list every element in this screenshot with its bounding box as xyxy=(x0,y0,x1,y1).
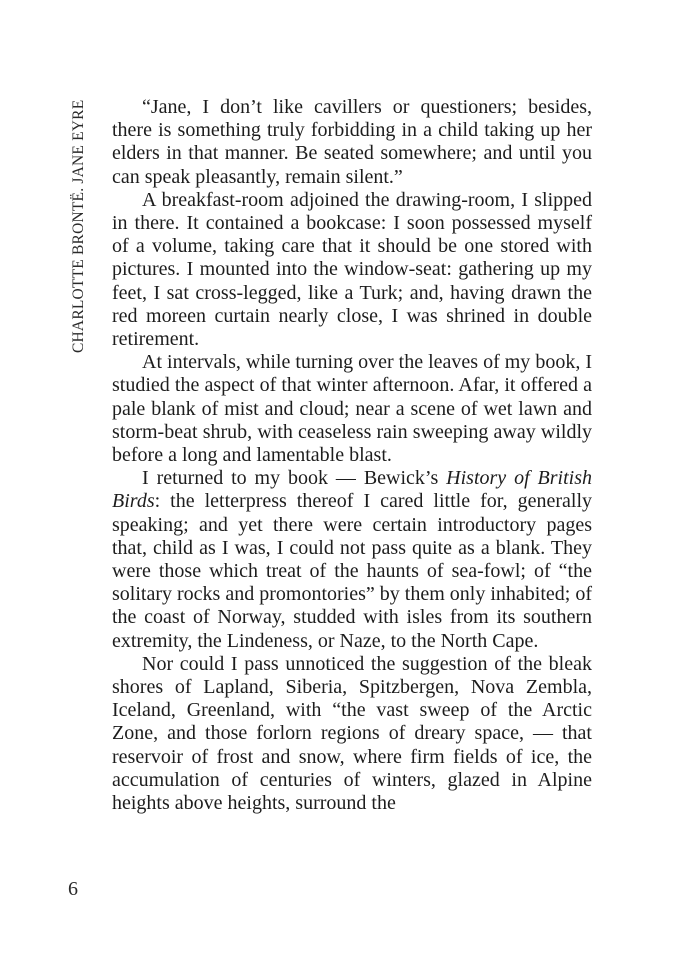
paragraph-5: Nor could I pass unnoticed the suggestion of the bleak shores of Lapland, Siberia, Spitzbergen, Nova Zembla, Iceland, Greenland, with “the vast sweep of the Arctic Zone, and those forlorn regions of dreary space, — that reservoir of frost and snow, where firm fields of ice, the accumulation of centuries of winters, glazed in Alpine heights above heights, surround the xyxy=(112,652,592,815)
running-head-text: CHARLOTTE BRONTË. JANE EYRE xyxy=(70,100,87,354)
paragraph-4 xyxy=(112,467,592,653)
paragraph-1: “Jane, I don’t like cavillers or questioners; besides, there is something truly forbidding in a child taking up her elders in that manner. Be seated somewhere; and until you can speak pleasantly, remain silent.” xyxy=(112,96,592,188)
paragraph-4-rest: : the letterpress thereof I cared little for, generally speaking; and yet there were certain introductory pages that, child as I was, I could not pass quite as a blank. They were those which treat of the haunts of sea-fowl; of “the solitary rocks and promontories” by them only inhabited; of the coast of Norway, studded with isles from its southern extremity, the Lindeness, or Naze, to the North Cape. xyxy=(112,490,592,652)
paragraph-4-lead: I returned to my book — Bewick’s xyxy=(142,467,447,490)
running-head xyxy=(68,100,90,380)
paragraph-3: At intervals, while turning over the leaves of my book, I studied the aspect of that winter afternoon. Afar, it offered a pale blank of mist and cloud; near a scene of wet lawn and storm-beat shrub, with ceaseless rain sweeping away wildly before a long and lamentable blast. xyxy=(112,351,592,467)
page-number: 6 xyxy=(68,878,78,900)
paragraph-2: A breakfast-room adjoined the drawing-room, I slipped in there. It contained a bookcase: I soon possessed myself of a volume, taking care that it should be one stored with pictures. I mounted into the window-seat: gathering up my feet, I sat cross-legged, like a Turk; and, having drawn the red moreen curtain nearly close, I was shrined in double retirement. xyxy=(112,188,592,351)
book-title: History of British Birds xyxy=(112,467,592,513)
body-text xyxy=(112,96,592,815)
